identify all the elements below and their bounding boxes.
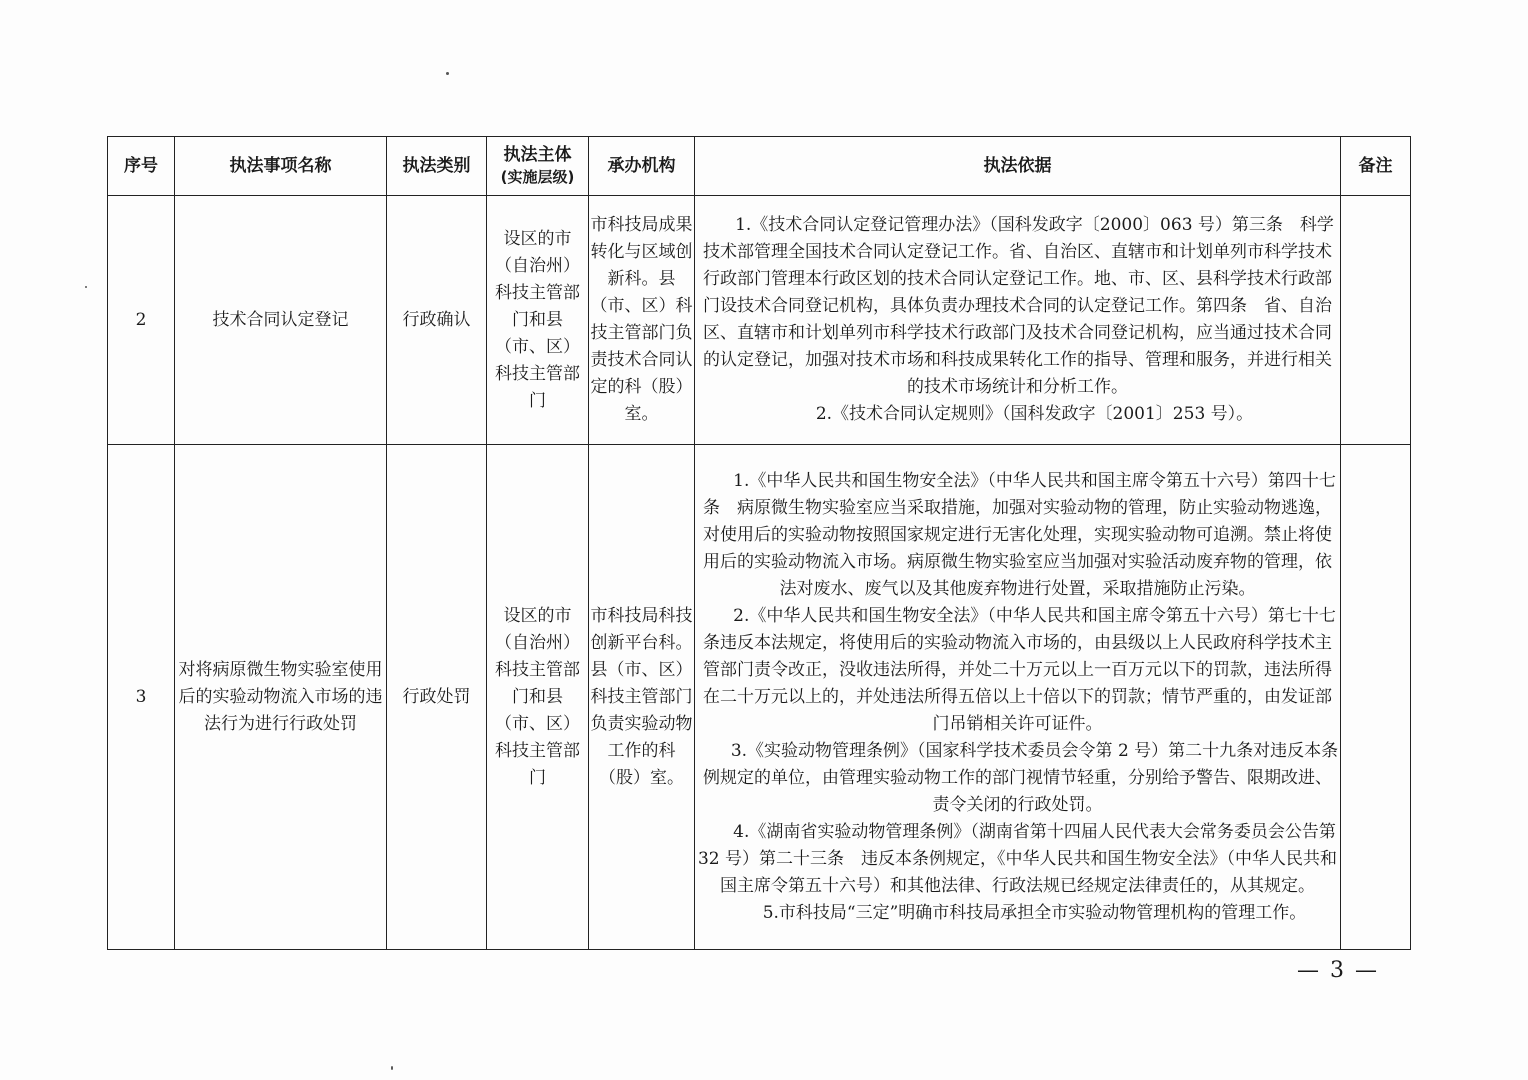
cell-subject: 设区的市（自治州）科技主管部门和县（市、区）科技主管部门 [487, 196, 589, 445]
basis-paragraph: 2.《技术合同认定规则》（国科发政字〔2001〕253 号）。 [815, 404, 1254, 424]
header-subject-main: 执法主体 [503, 145, 572, 165]
cell-item-name: 对将病原微生物实验室使用后的实验动物流入市场的违法行为进行行政处罚 [175, 445, 387, 950]
scan-speck [391, 1066, 393, 1070]
basis-paragraph: 2.《中华人民共和国生物安全法》（中华人民共和国主席令第五十六号）第七十七条违反本法规定，将使用后的实验动物流入市场的，由县级以上人民政府科学技术主管部门责令改正，没收违法所得，并处二十万元以上一百万元以下的罚款，违法所得在二十万元以上的，并处违法所得五倍以上十倍以下的罚款；情节严重的，由发证部门吊销相关许可证件。 [703, 605, 1336, 734]
cell-agency: 市科技局成果转化与区域创新科。县（市、区）科技主管部门负责技术合同认定的科（股）室。 [589, 196, 695, 445]
cell-subject: 设区的市（自治州）科技主管部门和县（市、区）科技主管部门 [487, 445, 589, 950]
header-category: 执法类别 [387, 137, 487, 196]
cell-remark [1341, 445, 1411, 950]
table-row [108, 196, 1411, 445]
table-header-row [108, 137, 1411, 196]
header-item-name: 执法事项名称 [175, 137, 387, 196]
page-number: — 3 — [1297, 958, 1379, 983]
cell-basis [695, 445, 1341, 950]
scan-speck [446, 72, 449, 75]
cell-category: 行政确认 [387, 196, 487, 445]
cell-category: 行政处罚 [387, 445, 487, 950]
basis-paragraph: 4.《湖南省实验动物管理条例》（湖南省第十四届人民代表大会常务委员会公告第 32 号）第二十三条 违反本条例规定，《中华人民共和国生物安全法》（中华人民共和国主席令第五十六号）和其他法律、行政法规已经规定法律责任的，从其规定。 [697, 821, 1338, 896]
cell-seq: 2 [108, 196, 175, 445]
header-seq: 序号 [108, 137, 175, 196]
header-basis: 执法依据 [695, 137, 1341, 196]
basis-paragraph: 3.《实验动物管理条例》（国家科学技术委员会令第 2 号）第二十九条对违反本条例规定的单位，由管理实验动物工作的部门视情节轻重，分别给予警告、限期改进、责令关闭的行政处罚。 [703, 740, 1339, 815]
cell-item-name: 技术合同认定登记 [175, 196, 387, 445]
basis-paragraph: 1.《技术合同认定登记管理办法》（国科发政字〔2000〕063 号）第三条 科学技术部管理全国技术合同认定登记工作。省、自治区、直辖市和计划单列市科学技术行政部门管理本行政区划的技术合同认定登记工作。地、市、区、县科学技术行政部门设技术合同登记机构，具体负责办理技术合同的认定登记工作。第四条 省、自治区、直辖市和计划单列市科学技术行政部门及技术合同登记机构，应当通过技术合同的认定登记，加强对技术市场和科技成果转化工作的指导、管理和服务，并进行相关的技术市场统计和分析工作。 [703, 215, 1334, 397]
table-row [108, 445, 1411, 950]
cell-seq: 3 [108, 445, 175, 950]
header-subject [487, 137, 589, 196]
basis-paragraph: 1.《中华人民共和国生物安全法》（中华人民共和国主席令第五十六号）第四十七条 病原微生物实验室应当采取措施，加强对实验动物的管理，防止实验动物逃逸，对使用后的实验动物按照国家规定进行无害化处理，实现实验动物可追溯。禁止将使用后的实验动物流入市场。病原微生物实验室应当加强对实验活动废弃物的管理，依法对废水、废气以及其他废弃物进行处置，采取措施防止污染。 [703, 470, 1336, 599]
header-subject-sub: (实施层级) [500, 168, 575, 186]
law-enforcement-table [107, 136, 1411, 950]
scan-speck [85, 286, 87, 288]
cell-agency: 市科技局科技创新平台科。县（市、区）科技主管部门负责实验动物工作的科（股）室。 [589, 445, 695, 950]
header-remark: 备注 [1341, 137, 1411, 196]
cell-remark [1341, 196, 1411, 445]
basis-paragraph: 5.市科技局“三定”明确市科技局承担全市实验动物管理机构的管理工作。 [762, 902, 1307, 923]
header-agency: 承办机构 [589, 137, 695, 196]
cell-basis [695, 196, 1341, 445]
